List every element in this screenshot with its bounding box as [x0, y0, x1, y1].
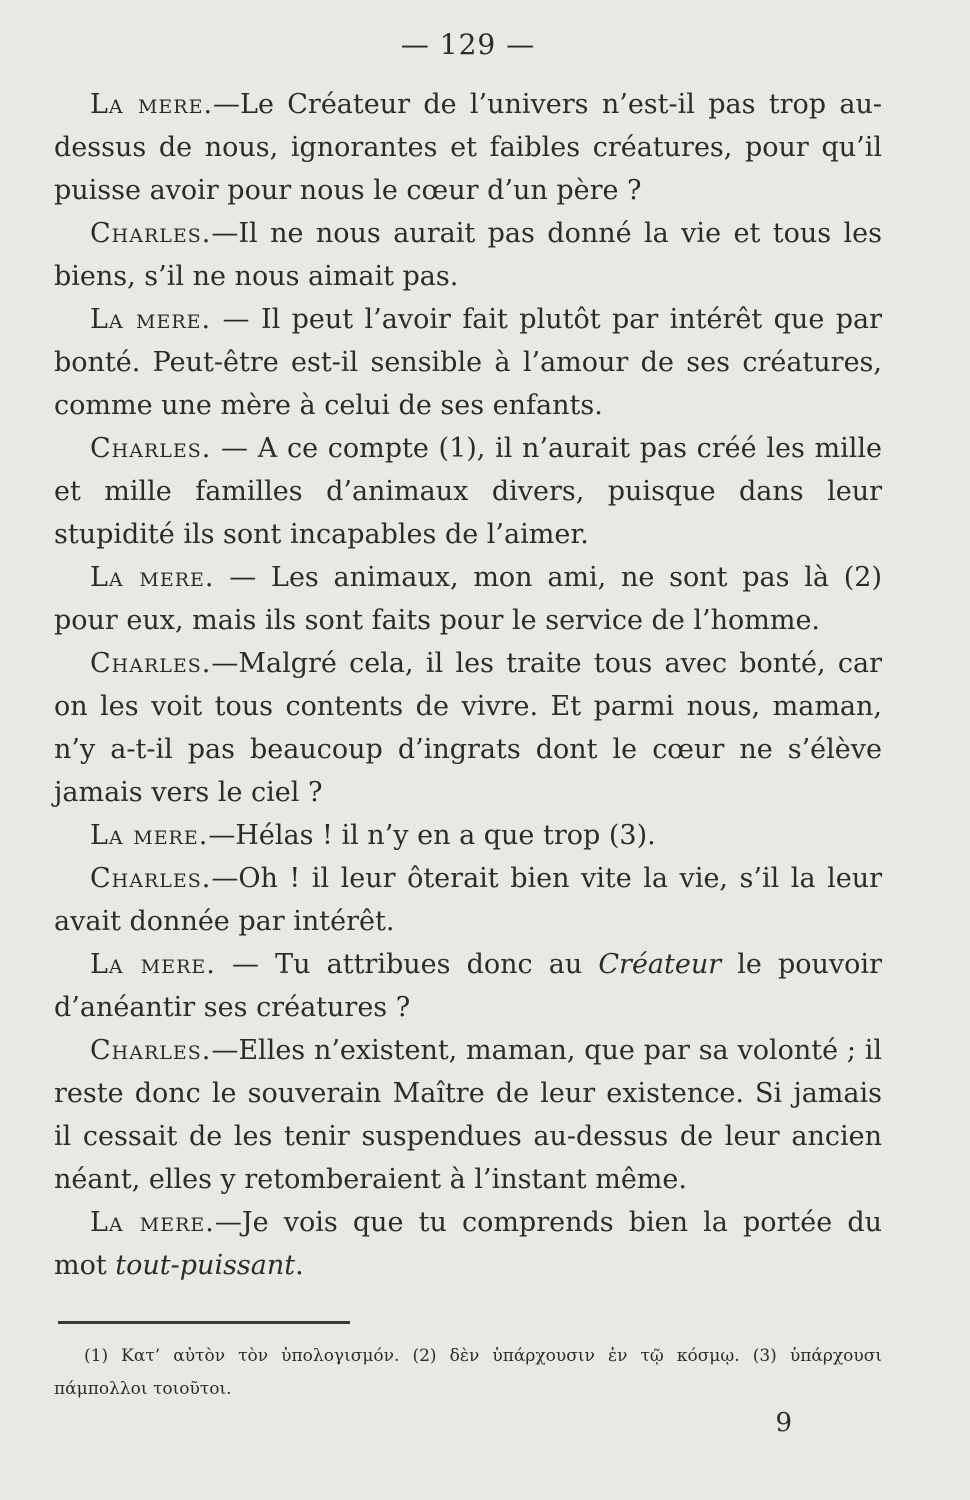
paragraph — [54, 212, 882, 298]
dialogue-text: —Je vois que tu comprends bien la portée du mot — [54, 1207, 882, 1281]
dialogue-text: —Elles n’existent, maman, que par sa volonté ; il reste donc le souverain Maître de leur existence. Si jamais il cessait de les tenir suspendues au-dessus de leur ancien néant, elles y retomberaient à l’instant même. — [54, 1035, 882, 1195]
speaker-label: Charles. — [90, 218, 212, 249]
speaker-label: La mere. — [90, 89, 214, 120]
paragraph — [54, 642, 882, 814]
speaker-label: Charles. — [90, 863, 212, 894]
paragraph — [54, 1029, 882, 1201]
paragraph — [54, 814, 882, 857]
italic-word: Créateur — [598, 949, 722, 980]
speaker-label: Charles. — [90, 648, 212, 679]
signature-mark: 9 — [775, 1408, 792, 1438]
speaker-label: La mere. — [90, 1207, 215, 1238]
paragraph — [54, 1201, 882, 1287]
dialogue-text: —Oh ! il leur ôterait bien vite la vie, s’il la leur avait donnée par intérêt. — [54, 863, 882, 937]
dialogue-text: —Il ne nous aurait pas donné la vie et tous les biens, s’il ne nous aimait pas. — [54, 218, 882, 292]
dialogue-text: le pouvoir d’anéantir ses créatures ? — [54, 949, 882, 1023]
dialogue-text: — A ce compte (1), il n’aurait pas créé les mille et mille familles d’animaux divers, puisque dans leur stupidité ils sont incapables de l’aimer. — [54, 433, 882, 550]
footnotes: (1) Κατ’ αὐτὸν τὸν ὑπολογισμόν. (2) δὲν ὑπάρχουσιν ἐν τῷ κόσμῳ. (3) ὑπάρχουσι πάμπολλοι τοιοῦτοι. — [54, 1346, 882, 1399]
paragraph — [54, 943, 882, 1029]
dialogue-text: —Le Créateur de l’univers n’est-il pas trop au-dessus de nous, ignorantes et faibles créatures, pour qu’il puisse avoir pour nous le cœur d’un père ? — [54, 89, 882, 206]
page-number: — 129 — — [400, 28, 536, 61]
dialogue-text: — Tu attribues donc au — [215, 949, 599, 980]
dialogue-text: . — [295, 1250, 304, 1281]
speaker-label: La mere. — [90, 304, 212, 335]
dialogue-text: — Il peut l’avoir fait plutôt par intérêt que par bonté. Peut-être est-il sensible à l’amour de ses créatures, comme une mère à celui de ses enfants. — [54, 304, 882, 421]
paragraph — [54, 556, 882, 642]
speaker-label: La mere. — [90, 562, 215, 593]
paragraph — [54, 83, 882, 212]
footnote-rule — [58, 1321, 350, 1324]
italic-word: tout-puissant — [115, 1250, 296, 1281]
dialogue-text: —Hélas ! il n’y en a que trop (3). — [208, 820, 656, 851]
speaker-label: La mere. — [90, 820, 209, 851]
paragraph — [54, 857, 882, 943]
paragraph — [54, 298, 882, 427]
paragraph — [54, 427, 882, 556]
speaker-label: La mere. — [90, 949, 216, 980]
speaker-label: Charles. — [90, 1035, 212, 1066]
speaker-label: Charles. — [90, 433, 212, 464]
dialogue-text: — Les animaux, mon ami, ne sont pas là (2) pour eux, mais ils sont faits pour le service de l’homme. — [54, 562, 882, 636]
dialogue-text: —Malgré cela, il les traite tous avec bonté, car on les voit tous contents de vivre. Et parmi nous, maman, n’y a-t-il pas beaucoup d’ingrats dont le cœur ne s’élève jamais vers le ciel ? — [54, 648, 882, 808]
